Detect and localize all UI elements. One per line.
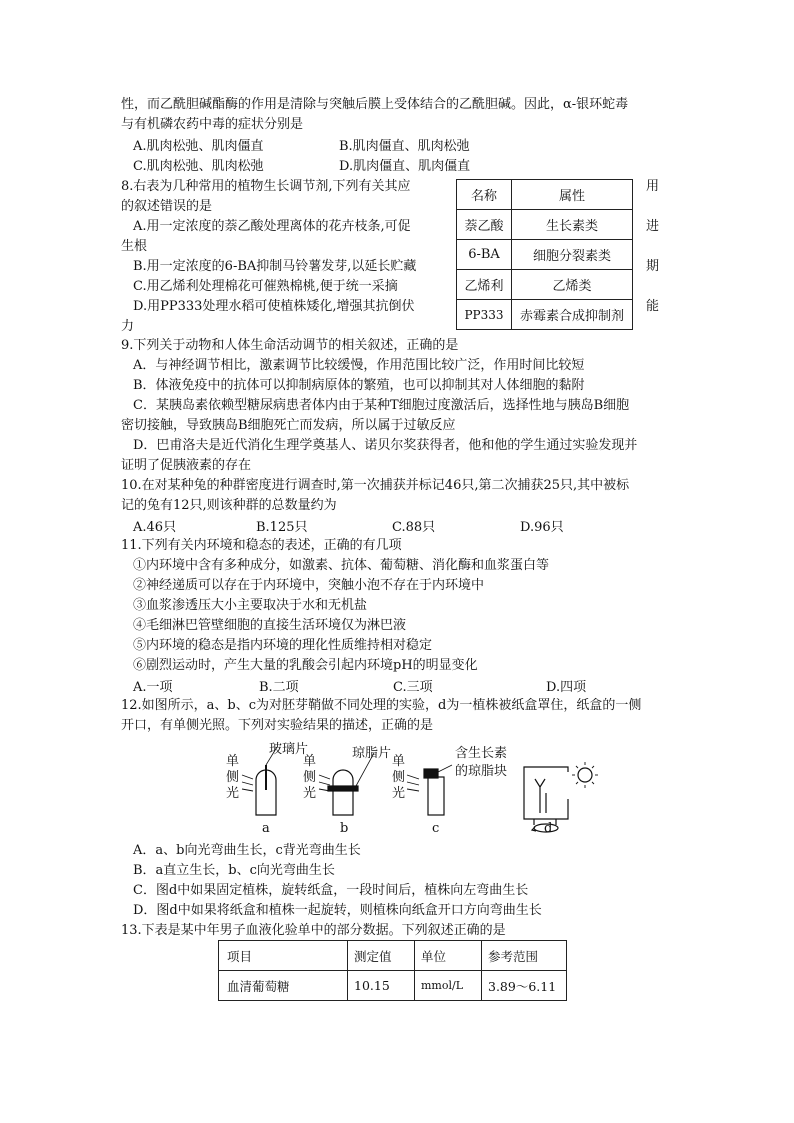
q8-table-header-property: 属性 xyxy=(512,180,633,210)
q12-option-b: B．a直立生长，b、c向光弯曲生长 xyxy=(133,863,335,878)
q8-option-a-line2: 生根 xyxy=(121,239,148,254)
q12-line2: 开口，有单侧光照。下列对实验结果的描述，正确的是 xyxy=(121,718,434,733)
q11-stem: 11.下列有关内环境和稳态的表述，正确的有几项 xyxy=(121,538,402,553)
q8-wrap-char: 用 xyxy=(646,179,660,194)
q9-option-c-line2: 密切接触，导致胰岛B细胞死亡而发病，所以属于过敏反应 xyxy=(121,418,456,433)
q12-option-c: C．图d中如果固定植株，旋转纸盒，一段时间后，植株向左弯曲生长 xyxy=(133,883,529,898)
q11-item: ③血浆渗透压大小主要取决于水和无机盐 xyxy=(133,598,368,613)
q7-line1: 性，而乙酰胆碱酯酶的作用是清除与突触后膜上受体结合的乙酰胆碱。因此，α-银环蛇毒 xyxy=(121,97,629,112)
q11-option-d: D.四项 xyxy=(546,680,587,695)
q13-blood-test-table xyxy=(218,940,567,1001)
q10-line1: 10.在对某种兔的种群密度进行调查时,第一次捕获并标记46只,第二次捕获25只,其中被标 xyxy=(121,478,630,493)
light-ray xyxy=(407,782,419,785)
q7-option-c: C.肌肉松弛、肌肉松弛 xyxy=(133,159,264,174)
q13-table-header: 单位 xyxy=(415,941,482,971)
auxin-agar-label-line1: 含生长素 xyxy=(455,746,508,761)
coleoptile-c-shape xyxy=(428,777,444,815)
q7-option-b: B.肌肉僵直、肌肉松弛 xyxy=(339,139,470,154)
q7-line2: 与有机磷农药中毒的症状分别是 xyxy=(121,117,304,132)
q9-option-d-line1: D．巴甫洛夫是近代消化生理学奠基人、诺贝尔奖获得者，他和他的学生通过实验发现并 xyxy=(133,438,638,453)
q13-table-cell: 10.15 xyxy=(348,971,415,1001)
auxin-agar-label-line2: 的琼脂块 xyxy=(455,764,508,779)
q12-option-a: A．a、b向光弯曲生长，c背光弯曲生长 xyxy=(133,843,361,858)
q8-table-cell: 赤霉素合成抑制剂 xyxy=(512,300,633,330)
q11-item: ④毛细淋巴管壁细胞的直接生活环境仅为淋巴液 xyxy=(133,618,407,633)
sun-disc-shape xyxy=(578,768,592,782)
q8-option-a-line1: A.用一定浓度的萘乙酸处理离体的花卉枝条,可促 xyxy=(133,219,411,234)
panel-label-b: b xyxy=(340,821,349,836)
light-ray xyxy=(242,775,253,779)
q12-line1: 12.如图所示，a、b、c为对胚芽鞘做不同处理的实验，d为一植株被纸盒罩住，纸盒的一侧 xyxy=(121,698,642,713)
q13-table-cell: 血清葡萄糖 xyxy=(219,971,348,1001)
q8-wrap-char: 能 xyxy=(646,299,660,314)
q8-table-header-name: 名称 xyxy=(457,180,512,210)
q10-option-d: D.96只 xyxy=(520,520,564,535)
q13-table-cell: mmol/L xyxy=(415,971,482,1001)
q11-option-b: B.二项 xyxy=(259,680,299,695)
plant-shape xyxy=(535,779,546,813)
q8-wrap-char: 进 xyxy=(646,219,660,234)
q11-item: ⑥剧烈运动时，产生大量的乳酸会引起内环境pH的明显变化 xyxy=(133,658,478,673)
light-ray xyxy=(407,789,419,791)
light-label-c: 单 侧 光 xyxy=(392,754,406,801)
q11-option-c: C.三项 xyxy=(393,680,433,695)
q11-item: ②神经递质可以存在于内环境中，突触小泡不存在于内环境中 xyxy=(133,578,485,593)
light-label-b: 单 侧 光 xyxy=(303,754,317,801)
q9-option-d-line2: 证明了促胰液素的存在 xyxy=(121,458,252,473)
q8-table-cell: PP333 xyxy=(457,300,512,330)
q8-line1: 8.右表为几种常用的植物生长调节剂,下列有关其应 xyxy=(121,179,411,194)
q7-option-d: D.肌肉僵直、肌肉僵直 xyxy=(339,159,471,174)
q8-option-d-line2: 力 xyxy=(121,319,135,334)
light-label-a: 单 侧 光 xyxy=(226,754,240,801)
glass-slice-label: 玻璃片 xyxy=(269,742,309,757)
sun-rays-shape xyxy=(572,762,598,788)
light-ray xyxy=(242,782,253,785)
light-ray xyxy=(407,775,419,779)
panel-label-a: a xyxy=(262,821,270,836)
q13-table-header: 参考范围 xyxy=(482,941,567,971)
q11-item: ⑤内环境的稳态是指内环境的理化性质维持相对稳定 xyxy=(133,638,433,653)
q13-stem: 13.下表是某中年男子血液化验单中的部分数据。下列叙述正确的是 xyxy=(121,923,506,938)
light-ray xyxy=(319,775,330,779)
q9-option-c-line1: C．某胰岛素依赖型糖尿病患者体内由于某种T细胞过度激活后，选择性地与胰岛B细胞 xyxy=(133,398,630,413)
q11-item: ①内环境中含有多种成分，如激素、抗体、葡萄糖、消化酶和血浆蛋白等 xyxy=(133,558,550,573)
q9-option-b: B．体液免疫中的抗体可以抑制病原体的繁殖，也可以抑制其对人体细胞的黏附 xyxy=(133,378,585,393)
q8-regulator-table xyxy=(456,179,633,330)
q10-option-c: C.88只 xyxy=(392,520,436,535)
auxin-label-leader xyxy=(438,765,452,772)
q12-option-d: D．图d中如果将纸盒和植株一起旋转，则植株向纸盒开口方向弯曲生长 xyxy=(133,903,542,918)
q8-table-cell: 6-BA xyxy=(457,240,512,270)
q8-wrap-char: 期 xyxy=(646,259,660,274)
q8-option-b: B.用一定浓度的6-BA抑制马铃薯发芽,以延长贮藏 xyxy=(133,259,417,274)
q9-option-a: A．与神经调节相比，激素调节比较缓慢，作用范围比较广泛，作用时间比较短 xyxy=(133,358,585,373)
light-ray xyxy=(242,789,253,791)
q10-line2: 记的兔有12只,则该种群的总数量约为 xyxy=(121,498,337,513)
q8-table-cell: 细胞分裂素类 xyxy=(512,240,633,270)
q8-option-c: C.用乙烯利处理棉花可催熟棉桃,便于统一采摘 xyxy=(133,279,398,294)
q13-table-header: 测定值 xyxy=(348,941,415,971)
q10-option-a: A.46只 xyxy=(133,520,177,535)
auxin-agar-block-shape xyxy=(424,769,438,778)
q11-option-a: A.一项 xyxy=(133,680,173,695)
q8-table-cell: 乙烯类 xyxy=(512,270,633,300)
q13-table-cell: 3.89～6.11 xyxy=(482,971,567,1001)
q10-option-b: B.125只 xyxy=(256,520,308,535)
panel-label-c: c xyxy=(432,821,440,836)
q8-line2: 的叙述错误的是 xyxy=(121,199,213,214)
q8-table-cell: 生长素类 xyxy=(512,210,633,240)
coleoptile-b-shape xyxy=(333,770,353,815)
q9-stem: 9.下列关于动物和人体生命活动调节的相关叙述，正确的是 xyxy=(121,338,459,353)
agar-slice-label: 琼脂片 xyxy=(352,746,392,761)
light-ray xyxy=(319,782,330,785)
agar-slice-shape xyxy=(328,786,358,791)
q7-option-a: A.肌肉松弛、肌肉僵直 xyxy=(133,139,264,154)
panel-label-d: d xyxy=(544,821,553,836)
q8-table-cell: 萘乙酸 xyxy=(457,210,512,240)
q8-option-d-line1: D.用PP333处理水稻可使植株矮化,增强其抗倒伏 xyxy=(133,299,415,314)
q8-table-cell: 乙烯利 xyxy=(457,270,512,300)
q13-table-header: 项目 xyxy=(219,941,348,971)
